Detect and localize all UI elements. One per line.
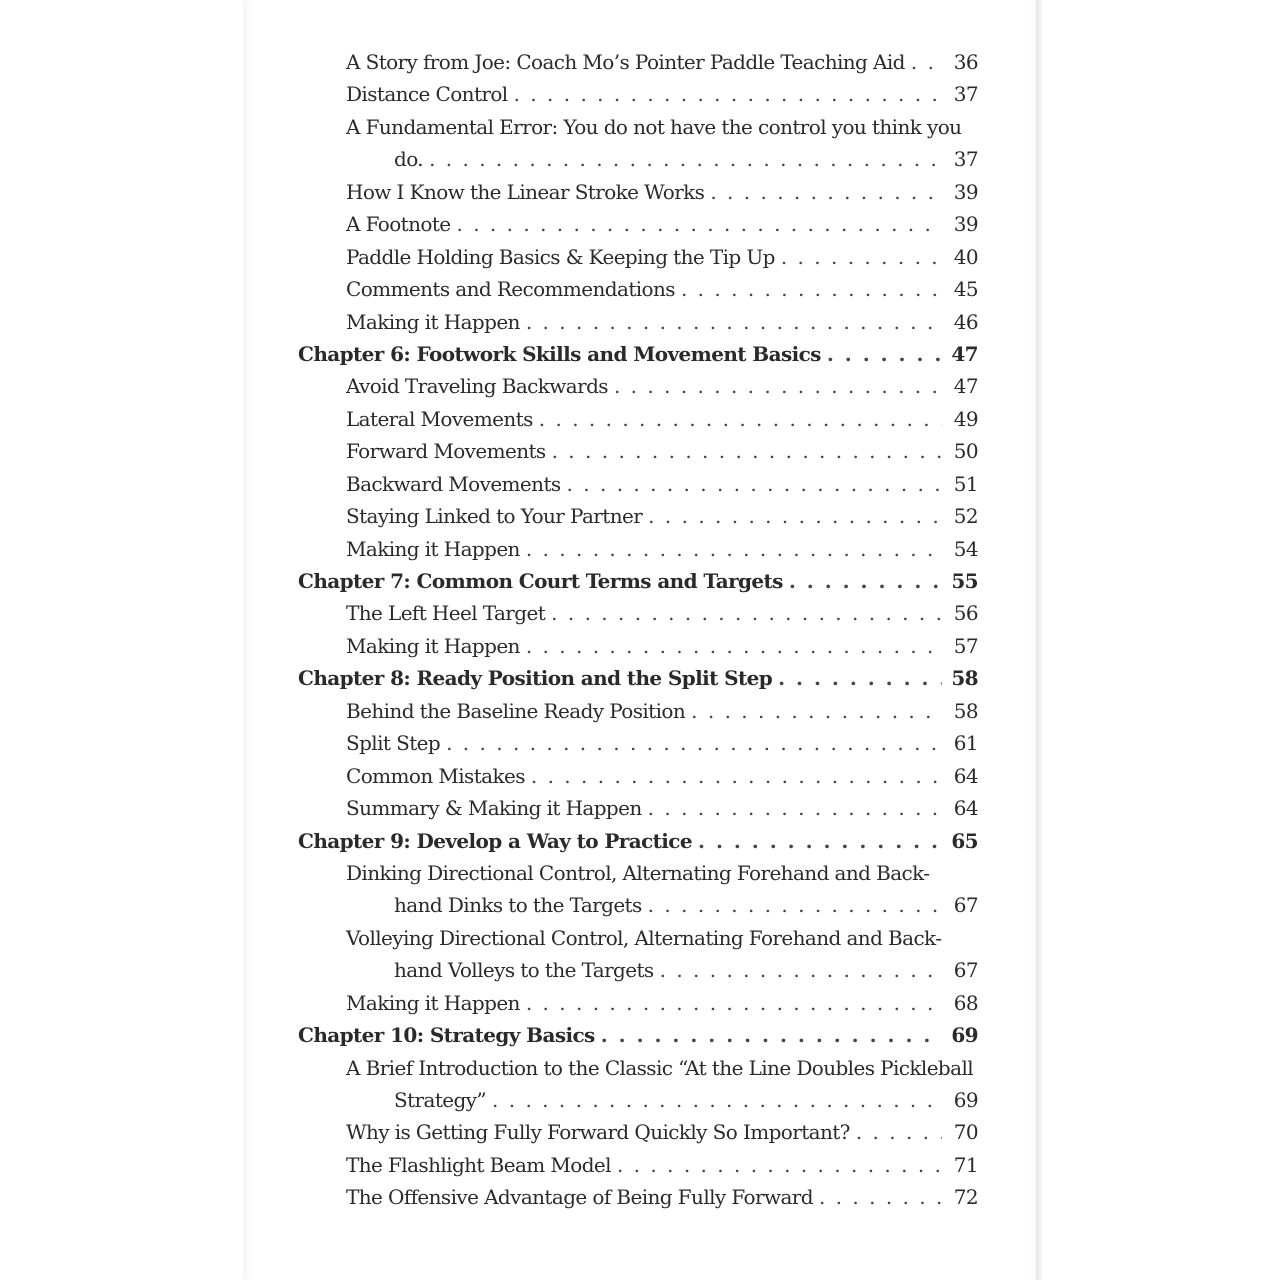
page-number: 49	[953, 406, 978, 431]
toc-entry-title: Common Mistakes	[346, 763, 525, 788]
page-number: 39	[953, 179, 978, 204]
toc-entry-line	[298, 857, 978, 889]
toc-section-entry	[298, 403, 978, 435]
dot-leader	[539, 403, 942, 435]
toc-chapter-entry	[298, 338, 978, 370]
dot-leader	[601, 1019, 942, 1051]
page-number: 47	[951, 341, 978, 366]
toc-entry-title: Volleying Directional Control, Alternating Forehand and Back-	[346, 925, 942, 950]
page-number: 54	[953, 536, 978, 561]
toc-entry-title: Backward Movements	[346, 471, 561, 496]
page-number: 58	[953, 698, 978, 723]
page-number: 37	[953, 147, 978, 172]
page-number: 50	[953, 439, 978, 464]
dot-leader	[648, 500, 942, 532]
toc-section-entry	[298, 727, 978, 759]
page-number: 39	[953, 212, 978, 237]
toc-entry-title: How I Know the Linear Stroke Works	[346, 179, 705, 204]
dot-leader	[552, 435, 942, 467]
toc-entry-title: Summary & Making it Happen	[346, 796, 642, 821]
toc-entry-title: Dinking Directional Control, Alternating Forehand and Back-	[346, 860, 930, 885]
toc-entry-title: The Flashlight Beam Model	[346, 1152, 611, 1177]
page-number: 36	[953, 50, 978, 74]
dot-leader	[514, 78, 942, 110]
toc-section-entry	[298, 500, 978, 532]
dot-leader	[492, 1084, 942, 1116]
page-number: 37	[953, 82, 978, 107]
dot-leader	[778, 662, 942, 694]
toc-entry-title: A Fundamental Error: You do not have the control you think you	[346, 114, 962, 139]
dot-leader	[681, 273, 942, 305]
page-number: 40	[953, 244, 978, 269]
dot-leader	[781, 241, 942, 273]
toc-section-entry	[298, 78, 978, 110]
dot-leader	[648, 889, 942, 921]
toc-entry-continuation	[298, 1084, 978, 1116]
toc-section-entry	[298, 1181, 978, 1213]
dot-leader	[660, 954, 942, 986]
toc-section-entry	[298, 533, 978, 565]
toc-entry-line	[298, 922, 978, 954]
page-number: 69	[953, 1088, 978, 1112]
toc-section-entry	[298, 597, 978, 629]
toc-section-entry	[298, 1116, 978, 1148]
dot-leader	[691, 695, 942, 727]
toc-chapter-entry	[298, 1019, 978, 1051]
dot-leader	[531, 760, 942, 792]
page-number: 71	[953, 1152, 978, 1177]
toc-entry-title: Staying Linked to Your Partner	[346, 504, 643, 529]
dot-leader	[856, 1116, 942, 1148]
toc-entry-title: Making it Happen	[346, 309, 520, 334]
toc-entry-title: Making it Happen	[346, 633, 520, 658]
dot-leader	[648, 792, 942, 824]
toc-entry-title: Making it Happen	[346, 536, 520, 561]
toc-entry-continuation	[298, 889, 978, 921]
toc-entry-line	[298, 1052, 978, 1084]
toc-section-entry	[298, 435, 978, 467]
toc-section-entry	[298, 273, 978, 305]
toc-entry-title-continued: hand Volleys to the Targets	[394, 958, 654, 983]
toc-section-entry	[298, 792, 978, 824]
toc-section-entry	[298, 987, 978, 1019]
dot-leader	[446, 727, 942, 759]
dot-leader	[789, 565, 942, 597]
toc-entry-title: A Footnote	[346, 212, 451, 237]
toc-section-entry	[298, 1149, 978, 1181]
toc-entry-title-continued: do.	[394, 147, 424, 172]
dot-leader	[457, 208, 943, 240]
toc-section-entry	[298, 241, 978, 273]
toc-entry-title-continued: hand Dinks to the Targets	[394, 893, 642, 918]
toc-entry-title-continued: Strategy”	[394, 1088, 487, 1112]
dot-leader	[698, 825, 942, 857]
toc-section-entry	[298, 370, 978, 402]
page-number: 64	[953, 796, 978, 821]
dot-leader	[911, 46, 942, 78]
toc-entry-title: Chapter 7: Common Court Terms and Targets	[298, 569, 783, 593]
toc-entry-title: Chapter 6: Footwork Skills and Movement Basics	[298, 341, 821, 366]
page-number: 56	[953, 601, 978, 626]
toc-section-entry	[298, 695, 978, 727]
page-edge	[1036, 0, 1042, 1280]
toc-entry-title: Making it Happen	[346, 990, 520, 1015]
page-number: 67	[953, 893, 978, 918]
dot-leader	[551, 597, 942, 629]
toc-entry-title: A Story from Joe: Coach Mo’s Pointer Paddle Teaching Aid	[346, 50, 905, 74]
page-number: 65	[951, 828, 978, 853]
dot-leader	[526, 306, 942, 338]
toc-entry-title: Why is Getting Fully Forward Quickly So Important?	[346, 1120, 850, 1145]
dot-leader	[567, 468, 942, 500]
page-number: 52	[953, 504, 978, 529]
toc-entry-title: Chapter 8: Ready Position and the Split Step	[298, 666, 773, 691]
toc-entry-title: Chapter 10: Strategy Basics	[298, 1023, 595, 1048]
toc-entry-continuation	[298, 143, 978, 175]
toc-entry-line	[298, 111, 978, 143]
table-of-contents	[298, 46, 978, 1214]
toc-chapter-entry	[298, 565, 978, 597]
page-number: 46	[953, 309, 978, 334]
page-number: 64	[953, 763, 978, 788]
dot-leader	[827, 338, 942, 370]
dot-leader	[819, 1181, 942, 1213]
page-number: 72	[953, 1185, 978, 1210]
page-number: 61	[953, 731, 978, 756]
dot-leader	[710, 176, 942, 208]
toc-section-entry	[298, 468, 978, 500]
page-number: 51	[953, 471, 978, 496]
toc-section-entry	[298, 176, 978, 208]
dot-leader	[614, 370, 942, 402]
page-number: 57	[953, 633, 978, 658]
page-number: 47	[953, 374, 978, 399]
toc-entry-title: Comments and Recommendations	[346, 277, 675, 302]
toc-section-entry	[298, 630, 978, 662]
dot-leader	[526, 533, 942, 565]
toc-entry-title: The Offensive Advantage of Being Fully Forward	[346, 1185, 813, 1210]
dot-leader	[617, 1149, 942, 1181]
dot-leader	[526, 987, 942, 1019]
page-number: 69	[951, 1023, 978, 1048]
toc-entry-title: Forward Movements	[346, 439, 546, 464]
toc-entry-title: Distance Control	[346, 82, 508, 107]
toc-entry-title: A Brief Introduction to the Classic “At the Line Doubles Pickleball	[346, 1055, 974, 1080]
toc-entry-title: Behind the Baseline Ready Position	[346, 698, 686, 723]
toc-chapter-entry	[298, 662, 978, 694]
page-number: 70	[953, 1120, 978, 1145]
toc-chapter-entry	[298, 825, 978, 857]
page-number: 67	[953, 958, 978, 983]
toc-section-entry	[298, 46, 978, 78]
toc-entry-continuation	[298, 954, 978, 986]
page-number: 58	[951, 666, 978, 691]
toc-entry-title: Split Step	[346, 731, 441, 756]
dot-leader	[429, 143, 942, 175]
toc-entry-title: Paddle Holding Basics & Keeping the Tip Up	[346, 244, 775, 269]
toc-entry-title: The Left Heel Target	[346, 601, 546, 626]
toc-section-entry	[298, 306, 978, 338]
toc-entry-title: Lateral Movements	[346, 406, 533, 431]
toc-entry-title: Chapter 9: Develop a Way to Practice	[298, 828, 693, 853]
page-number: 55	[951, 569, 978, 593]
toc-entry-title: Avoid Traveling Backwards	[346, 374, 608, 399]
page-number: 68	[953, 990, 978, 1015]
page-number: 45	[953, 277, 978, 302]
toc-section-entry	[298, 760, 978, 792]
dot-leader	[526, 630, 942, 662]
toc-section-entry	[298, 208, 978, 240]
